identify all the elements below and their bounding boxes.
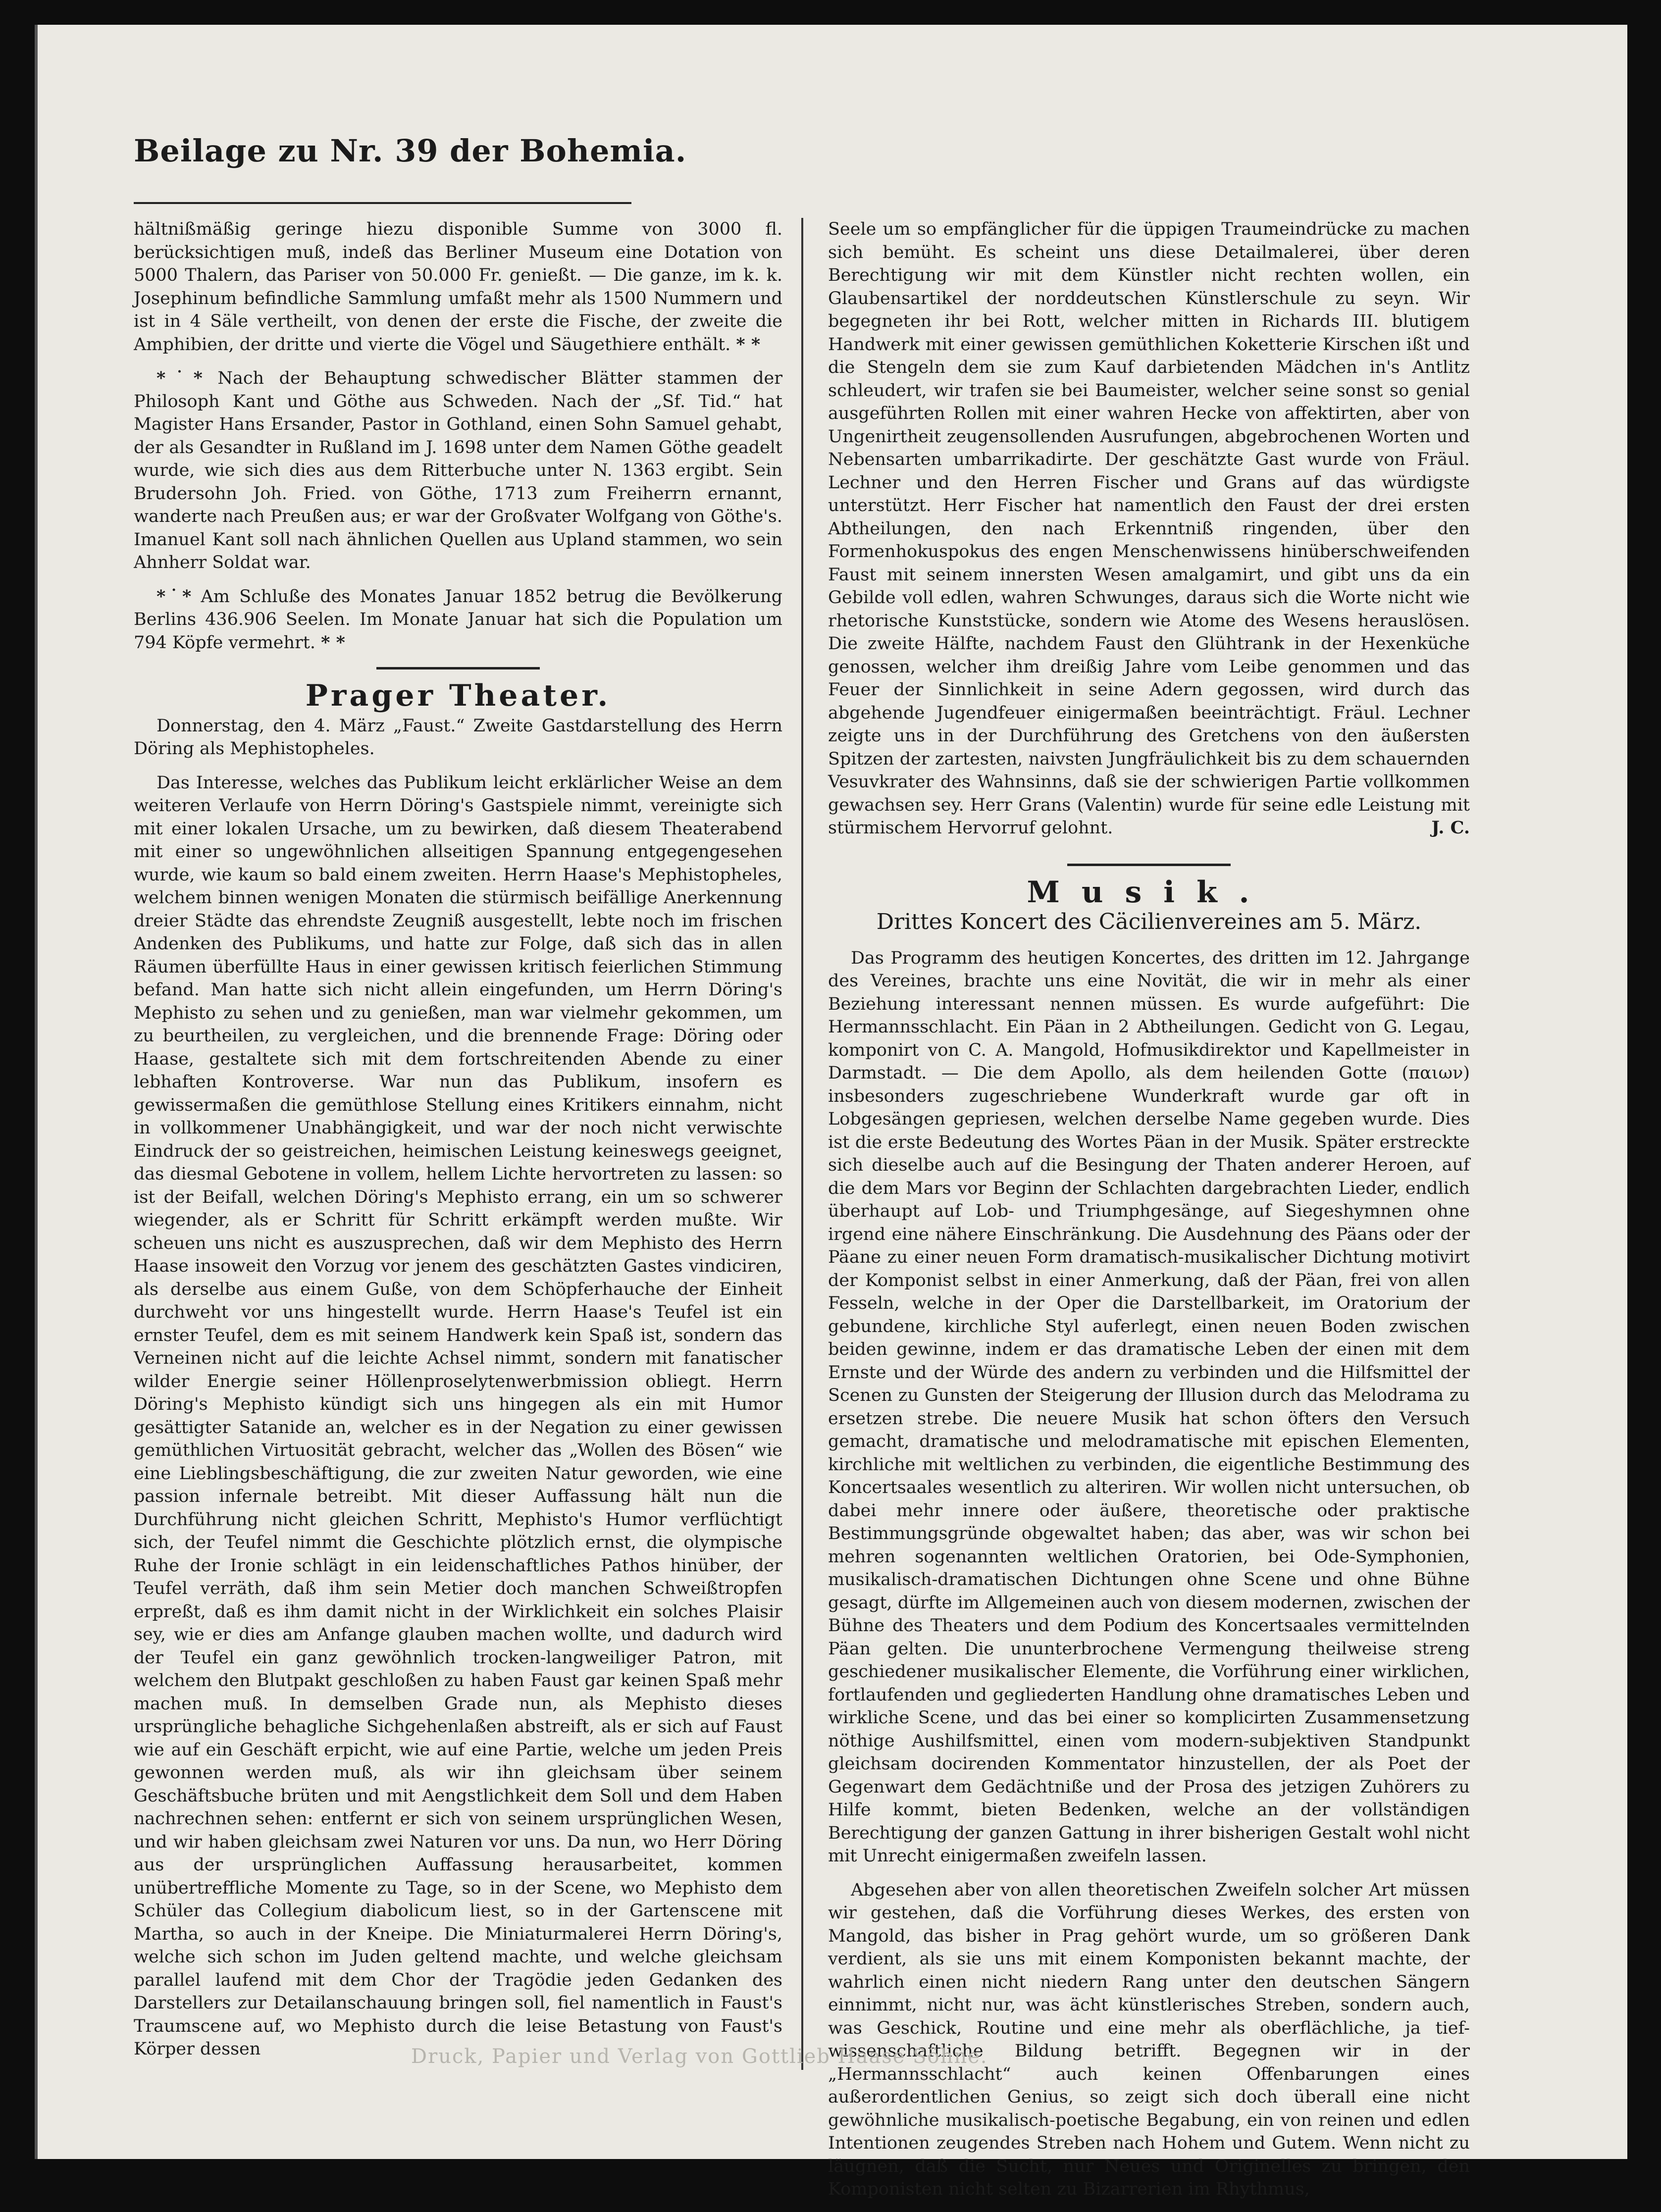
paragraph: hältnißmäßig geringe hiezu disponible Summe von 3000 fl. berücksichtigen muß, indeß das Berliner Museum eine Dotation von 5000 Thalern, das Pariser von 50.000 Fr. genießt. — Die ganze, im k. k. Josephinum befindliche Sammlung umfaßt mehr als 1500 Nummern und ist in 4 Säle vertheilt, von denen der erste die Fische, der zweite die Amphibien, der dritte und vierte die Vögel und Säugethiere enthält. * * xyxy=(134,219,782,355)
column-divider xyxy=(801,218,803,2070)
music-paragraph: Das Programm des heutigen Koncertes, des dritten im 12. Jahrgange des Vereines, brachte uns eine Novität, die wir in mehr als einer Beziehung interessant nennen müssen. Es wurde aufgeführt: Die Hermannsschlacht. Ein Päan in 2 Abtheilungen. Gedicht von G. Legau, komponirt von C. A. Mangold, Hofmusikdirektor und Kapellmeister in Darmstadt. — Die dem Apollo, als dem heilenden Gotte (παιων) insbesonders zugeschriebene Wunderkraft wurde gar oft in Lobgesängen gepriesen, welchen derselbe Name gegeben wurde. Dies ist die erste Bedeutung des Wortes Päan in der Musik. Später erstreckte sich dieselbe auch auf die Besingung der Thaten anderer Heroen, auf die dem Mars vor Beginn der Schlachten dargebrachten Lieder, endlich überhaupt auf Lob- und Triumphgesänge, auf Siegeshymnen ohne irgend eine nähere Einschränkung. Die Ausdehnung des Päans oder der Päane zu einer neuen Form dramatisch-musikalischer Dichtung motivirt der Komponist selbst in einer Anmerkung, daß der Päan, frei von allen Fesseln, welche in der Oper die Darstellbarkeit, im Oratorium der gebundene, kirchliche Styl auferlegt, einen neuen Boden zwischen beiden gewinne, indem er das dramatische Leben der einen mit dem Ernste und der Würde des andern zu verbinden und die Hilfsmittel der Scenen zu Gunsten der Steigerung der Illusion durch das Melodrama zu ersetzen strebe. Die neuere Musik hat schon öfters den Versuch gemacht, dramatische und melodramatische mit epischen Elementen, kirchliche mit weltlichen zu verbinden, die eigentliche Bestimmung des Koncertsaales wesentlich zu alteriren. Wir wollen nicht untersuchen, ob dabei mehr innere oder äußere, theoretische oder praktische Bestimmungsgründe obgewaltet haben; das aber, was wir schon bei mehren sogenannten weltlichen Oratorien, bei Ode-Symphonien, musikalisch-dramatischen Dichtungen ohne Scene und ohne Bühne gesagt, dürfte im Allgemeinen auch von diesem modernen, zwischen der Bühne des Theaters und dem Podium des Koncertsaales vermittelnden Päan gelten. Die ununterbrochene Vermengung theilweise streng geschiedener musikalischer Elemente, die Vorführung einer wirklichen, fortlaufenden und gegliederten Handlung ohne dramatisches Leben und wirkliche Scene, und das bei einer so komplicirten Zusammensetzung nöthige Aushilfsmittel, einen vom modern-subjektiven Standpunkt gleichsam docirenden Kommentator hinzustellen, der als Poet der Gegenwart dem Gedächtniße und der Prosa des jetzigen Zuhörers zu Hilfe kommt, bieten Bedenken, welche an der vollständigen Berechtigung der ganzen Gattung in ihrer bisherigen Gestalt wohl nicht mit Unrecht einigermaßen zweifeln lassen. xyxy=(828,948,1470,1866)
left-column xyxy=(134,218,782,2072)
paragraph: Seele um so empfänglicher für die üppigen Traumeindrücke zu machen sich bemüht. Es scheint uns diese Detailmalerei, über deren Berechtigung wir mit dem Künstler nicht rechten wollen, ein Glaubensartikel der norddeutschen Künstlerschule zu seyn. Wir begegneten ihr bei Rott, welcher mitten in Richards III. blutigem Handwerk mit einer gewissen gemüthlichen Koketterie Kirschen ißt und die Stengeln dem sie zum Kauf darbietenden Mädchen in's Antlitz schleudert, wir trafen sie bei Baumeister, welcher seine sonst so genial ausgeführten Rollen mit einer wahren Hecke von affektirten, aber von Ungenirtheit zeugensollenden Ausrufungen, abgebrochenen Worten und Nebensarten umbarrikadirte. Der geschätzte Gast wurde von Fräul. Lechner und den Herren Fischer und Grans auf das würdigste unterstützt. Herr Fischer hat namentlich den Faust der drei ersten Abtheilungen, den nach Erkenntniß ringenden, über den Formenhokuspokus des engen Menschenwissens hinüberschweifenden Faust mit seinem innersten Wesen amalgamirt, und gibt uns da ein Gebilde voll edlen, wahren Schwunges, daraus sich die Worte nicht wie rhetorische Kunststücke, sondern wie Atome des Wesens herauslösen. Die zweite Hälfte, nachdem Faust den Glühtrank in der Hexenküche genossen, welcher ihm dreißig Jahre vom Leibe genommen und das Feuer der Sinnlichkeit in seine Adern gegossen, wird durch das abgehende Jugendfeuer einigermaßen beeinträchtigt. Fräul. Lechner zeigte uns in der Durchführung des Gretchens von den äußersten Spitzen der zartesten, naivsten Jungfräulichkeit bis zu dem schauernden Vesuvkrater des Wahnsinns, daß sie der schwierigen Partie vollkommen gewachsen sey. Herr Grans (Valentin) wurde für seine edle Leistung mit stürmischem Hervorruf gelohnt. J. C. xyxy=(828,218,1470,840)
paragraph: *˙* Am Schluße des Monates Januar 1852 betrug die Bevölkerung Berlins 436.906 Seelen. Im Monate Januar hat sich die Population um 794 Köpfe vermehrt. * * xyxy=(134,586,782,653)
section-title-theater: Prager Theater. xyxy=(305,678,611,713)
paragraph: *˙* Nach der Behauptung schwedischer Blätter stammen der Philosoph Kant und Göthe aus Schweden. Nach der „Sf. Tid.“ hat Magister Hans Ersander, Pastor in Gothland, einen Sohn Samuel gehabt, der als Gesandter in Rußland im J. 1698 unter dem Namen Göthe geadelt wurde, wie sich dies aus dem Ritterbuche unter N. 1363 ergibt. Sein Brudersohn Joh. Fried. von Göthe, 1713 zum Freiherrn ernannt, wanderte nach Preußen aus; er war der Großvater Wolfgang von Göthe's. Imanuel Kant soll nach ähnlichen Quellen aus Upland stammen, wo sein Ahnherr Soldat war. xyxy=(134,368,782,572)
paragraph-stars: *˙* xyxy=(156,586,192,607)
section-rule xyxy=(376,667,540,669)
theater-review: Das Interesse, welches das Publikum leicht erklärlicher Weise an dem weiteren Verlaufe von Herrn Döring's Gastspiele nimmt, vereinigte sich mit einer lokalen Ursache, um zu bewirken, daß diesem Theaterabend mit einer so ungewöhnlichen allseitigen Spannung entgegengesehen wurde, wie kaum so bald einem zweiten. Herrn Haase's Mephistopheles, welchem binnen wenigen Monaten die stürmisch beifällige Anerkennung dreier Städte das ehrendste Zeugniß ausgestellt, lebte noch im frischen Andenken des Publikums, und hatte zur Folge, daß sich das in allen Räumen überfüllte Haus in einer gewissen kritisch feierlichen Stimmung befand. Man hatte sich nicht allein eingefunden, um Herrn Döring's Mephisto zu sehen und zu genießen, man war vielmehr gekommen, um zu beurtheilen, zu vergleichen, und die brennende Frage: Döring oder Haase, gestaltete sich mit dem fortschreitenden Abende zu einer lebhaften Kontroverse. War nun das Publikum, insofern es gewissermaßen die gemüthlose Stellung eines Kritikers einnahm, nicht in vollkommener Unabhängigkeit, und war der noch nicht verwischte Eindruck der so geistreichen, heimischen Leistung keineswegs geeignet, das diesmal Gebotene in vollem, hellem Lichte hervortreten zu lassen: so ist der Beifall, welchen Döring's Mephisto errang, ein um so schwerer wiegender, als er Schritt für Schritt erkämpft werden mußte. Wir scheuen uns nicht es auszusprechen, daß wir dem Mephisto des Herrn Haase insoweit den Vorzug vor jenem des geschätzten Gastes vindiciren, als derselbe aus einem Guße, von dem Schöpferhauche der Einheit durchweht vor uns hingestellt wurde. Herrn Haase's Teufel ist ein ernster Teufel, dem es mit seinem Handwerk kein Spaß ist, sondern das Verneinen nicht auf die leichte Achsel nimmt, sondern mit fanatischer wilder Energie seiner Höllenproselytenwerbmission obliegt. Herrn Döring's Mephisto kündigt sich uns hingegen als ein mit Humor gesättigter Satanide an, welcher es in der Negation zu einer gewissen gemüthlichen Virtuosität gebracht, welcher das „Wollen des Bösen“ wie eine Lieblingsbeschäftigung, die zur zweiten Natur geworden, wie eine passion infernale betreibt. Mit dieser Auffassung hält nun die Durchführung nicht gleichen Schritt, Mephisto's Humor verflüchtigt sich, der Teufel nimmt die Geschichte plötzlich ernst, die olympische Ruhe der Ironie schlägt in ein leidenschaftliches Pathos hinüber, der Teufel verräth, daß ihm sein Metier doch manchen Schweißtropfen erpreßt, daß es ihm damit nicht in der Wirklichkeit ein solches Plaisir sey, wie er dies am Anfange glauben machen wollte, und dadurch wird der Teufel ein ganz gewöhnlich trocken-langweiliger Patron, mit welchem den Blutpakt geschloßen zu haben Faust gar keinen Spaß mehr machen muß. In demselben Grade nun, als Mephisto dieses ursprüngliche behagliche Sichgehenlaßen abstreift, als er sich auf Faust wie auf ein Geschäft erpicht, wie auf eine Partie, welche um jeden Preis gewonnen werden muß, als wir ihn gleichsam über seinem Geschäftsbuche brüten und mit Aengstlichkeit dem Soll und dem Haben nachrechnen sehen: entfernt er sich von seinem ursprünglichen Wesen, und wir haben gleichsam zwei Naturen vor uns. Da nun, wo Herr Döring aus der ursprünglichen Auffassung herausarbeitet, kommen unübertreffliche Momente zu Tage, so in der Scene, wo Mephisto dem Schüler das Collegium diabolicum liest, so in der Gartenscene mit Martha, so auch in der Kneipe. Die Miniaturmalerei Herrn Döring's, welche sich schon im Juden geltend machte, und welche gleichsam parallel laufend mit dem Chor der Tragödie jeden Gedanken des Darstellers zur Detailanschauung bringen soll, fiel namentlich in Faust's Traumscene auf, wo Mephisto durch die leise Betastung von Faust's Körper dessen xyxy=(134,772,782,2059)
page-header: Beilage zu Nr. 39 der Bohemia. xyxy=(134,133,687,169)
author-signature: J. C. xyxy=(1431,818,1470,838)
right-column xyxy=(828,218,1470,2212)
paragraph-stars: * * xyxy=(736,334,761,355)
header-rule xyxy=(134,202,631,204)
theater-intro: Donnerstag, den 4. März „Faust.“ Zweite Gastdarstellung des Herrn Döring als Mephistopheles. xyxy=(134,716,782,759)
section-subtitle-music: Drittes Koncert des Cäcilienvereines am 5. März. xyxy=(876,909,1422,934)
page-footer-imprint: Druck, Papier und Verlag von Gottlieb Haase Söhne. xyxy=(411,2045,988,2068)
music-paragraph: Abgesehen aber von allen theoretischen Zweifeln solcher Art müssen wir gestehen, daß die Vorführung dieses Werkes, des ersten von Mangold, das bisher in Prag gehört wurde, um so größeren Dank verdient, als sie uns mit einem Komponisten bekannt machte, der wahrlich einen nicht niedern Rang unter den deutschen Sängern einnimmt, nicht nur, was ächt künstlerisches Streben, sondern auch, was Geschick, Routine und eine mehr als oberflächliche, ja tief-wissenschaftliche Bildung betrifft. Begegnen wir in der „Hermannsschlacht“ auch keinen Offenbarungen eines außerordentlichen Genius, so zeigt sich doch überall eine nicht gewöhnliche musikalisch-poetische Begabung, ein von reinen und edlen Intentionen zeugendes Streben nach Hohem und Gutem. Wenn nicht zu läugnen, daß die Sucht, nur Neues und Originelles zu bringen, den Komponisten nicht selten zu Bizarrerien im Rhythmus, xyxy=(828,1880,1470,2199)
section-title-music: Musik. xyxy=(1027,875,1271,910)
section-rule xyxy=(1067,864,1231,866)
paragraph-stars: * * xyxy=(321,632,345,653)
paragraph-stars: *˙* xyxy=(156,368,203,388)
